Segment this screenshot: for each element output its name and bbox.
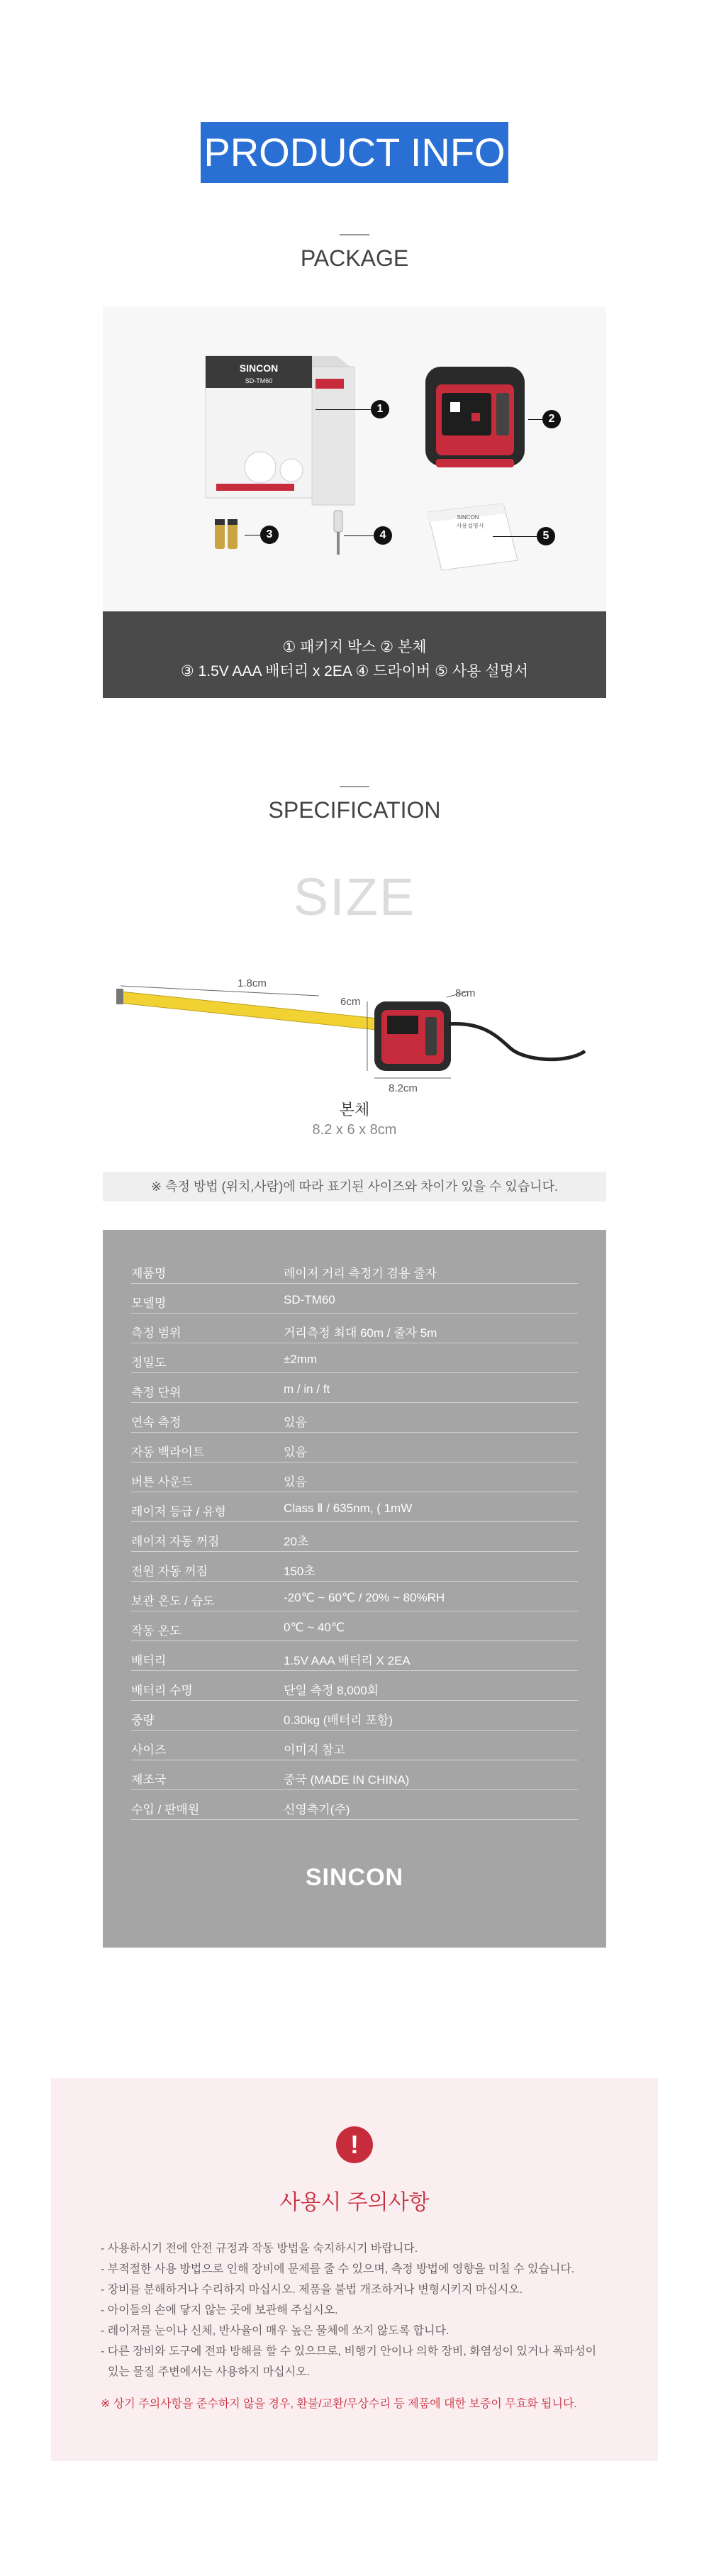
spec-key: 작동 온도: [131, 1624, 182, 1638]
spec-key: 제품명: [131, 1267, 167, 1280]
spec-value: 중국 (MADE IN CHINA): [284, 1773, 410, 1787]
warning-icon: !: [336, 2126, 373, 2163]
spec-key: 레이저 등급 / 유형: [131, 1505, 226, 1519]
screwdriver: [334, 511, 342, 555]
spec-row: [131, 1254, 578, 1284]
spec-row: [131, 1284, 578, 1314]
leader-line: [344, 535, 374, 536]
spec-value: 레이저 거리 측정기 겸용 줄자: [284, 1267, 437, 1280]
spec-value: 20초: [284, 1535, 309, 1548]
height-dimension: 6cm: [340, 996, 361, 1008]
spec-value: 단일 측정 8,000회: [284, 1684, 379, 1697]
spec-key: 버튼 사운드: [131, 1475, 193, 1489]
warranty-warning: ※ 상기 주의사항을 준수하지 않을 경우, 환불/교환/무상수리 등 제품에 대한 보증이 무효화 됩니다.: [101, 2398, 577, 2410]
spec-row: [131, 1462, 578, 1492]
marker-3: 3: [260, 526, 279, 544]
divider: [340, 786, 369, 787]
marker-2: 2: [542, 410, 561, 428]
tape-dimension: 1.8cm: [238, 977, 267, 989]
caution-title: 사용시 주의사항: [279, 2191, 430, 2214]
caution-item: - 다른 장비와 도구에 전파 방해를 할 수 있으므로, 비행기 안이나 의학 장비, 화염성이 있거나 폭파성이: [101, 2345, 597, 2358]
caption-line-2: ③ 1.5V AAA 배터리 x 2EA ④ 드라이버 ⑤ 사용 설명서: [180, 663, 529, 679]
package-illustration: [103, 306, 606, 611]
size-illustration: [113, 972, 610, 1099]
leader-line: [493, 536, 537, 537]
spec-row: [131, 1582, 578, 1611]
device-body: [425, 367, 525, 467]
leader-line: [528, 419, 542, 420]
spec-row: [131, 1403, 578, 1433]
spec-key: 측정 단위: [131, 1386, 182, 1399]
size-heading: SIZE: [293, 867, 416, 926]
device-side-view: [374, 1001, 451, 1071]
spec-value: 거리측정 최대 60m / 줄자 5m: [284, 1326, 437, 1340]
box-brand: SINCON: [239, 362, 279, 374]
spec-value: ±2mm: [284, 1353, 318, 1366]
spec-value: SD-TM60: [284, 1293, 335, 1306]
spec-key: 제조국: [131, 1773, 167, 1787]
body-label: 본체: [339, 1101, 370, 1118]
spec-key: 수입 / 판매원: [131, 1803, 200, 1816]
spec-key: 연속 측정: [131, 1416, 182, 1429]
caption-line-1: ① 패키지 박스 ② 본체: [282, 639, 427, 655]
caution-item: - 부적절한 사용 방법으로 인해 장비에 문제를 줄 수 있으며, 측정 방법에 영향을 미칠 수 있습니다.: [101, 2263, 575, 2275]
spec-value: 있음: [284, 1475, 307, 1489]
spec-row: [131, 1522, 578, 1552]
size-notice: ※ 측정 방법 (위치,사람)에 따라 표기된 사이즈와 차이가 있을 수 있습니다.: [103, 1172, 606, 1201]
measuring-tape: [116, 989, 391, 1031]
spec-row: [131, 1433, 578, 1462]
spec-row: [131, 1611, 578, 1641]
caution-item: 있는 물질 주변에서는 사용하지 마십시오.: [108, 2366, 310, 2378]
marker-4: 4: [374, 526, 392, 545]
marker-1: 1: [371, 400, 389, 418]
package-photo: [103, 306, 606, 611]
spec-key: 정밀도: [131, 1356, 167, 1370]
spec-value: 있음: [284, 1445, 307, 1459]
width-dimension: 8.2cm: [389, 1082, 418, 1094]
spec-row: [131, 1373, 578, 1403]
depth-dimension: 8cm: [455, 987, 476, 999]
spec-key: 레이저 자동 꺼짐: [131, 1535, 220, 1548]
spec-value: m / in / ft: [284, 1382, 330, 1396]
spec-row: [131, 1760, 578, 1790]
spec-key: 배터리: [131, 1654, 167, 1667]
caution-item: - 아이들의 손에 닿지 않는 곳에 보관해 주십시오.: [101, 2304, 338, 2316]
spec-value: 이미지 참고: [284, 1743, 345, 1757]
spec-row: [131, 1671, 578, 1701]
spec-value: 0℃ ~ 40℃: [284, 1621, 345, 1634]
spec-table: [103, 1230, 606, 1948]
spec-key: 중량: [131, 1714, 155, 1727]
caution-item: - 사용하시기 전에 안전 규정과 작동 방법을 숙지하시기 바랍니다.: [101, 2243, 418, 2255]
spec-key: 전원 자동 꺼짐: [131, 1565, 208, 1578]
marker-5: 5: [537, 527, 555, 545]
spec-row: [131, 1492, 578, 1522]
spec-value: Class Ⅱ / 635nm, ( 1mW: [284, 1501, 413, 1515]
caution-panel: [51, 2078, 658, 2461]
spec-key: 사이즈: [131, 1743, 167, 1757]
spec-key: 모델명: [131, 1297, 167, 1310]
spec-row: [131, 1314, 578, 1343]
spec-key: 측정 범위: [131, 1326, 182, 1340]
wrist-strap: [447, 1023, 585, 1059]
leader-line: [316, 409, 371, 410]
spec-key: 배터리 수명: [131, 1684, 193, 1697]
spec-value: 신영측기(주): [284, 1803, 350, 1816]
spec-row: [131, 1731, 578, 1760]
manual-title: 사용설명서: [456, 523, 484, 529]
spec-value: 150초: [284, 1565, 316, 1578]
package-caption: [103, 611, 606, 698]
spec-value: -20℃ ~ 60℃ / 20% ~ 80%RH: [284, 1591, 445, 1604]
batteries: [215, 519, 238, 549]
box-model: SD-TM60: [245, 377, 273, 384]
spec-row: [131, 1343, 578, 1373]
body-dimensions: 8.2 x 6 x 8cm: [312, 1122, 397, 1138]
spec-row: [131, 1790, 578, 1820]
spec-row: [131, 1552, 578, 1582]
divider: [340, 234, 369, 235]
spec-row: [131, 1701, 578, 1731]
spec-key: 보관 온도 / 습도: [131, 1594, 215, 1608]
spec-value: 있음: [284, 1416, 307, 1429]
brand-logo: SINCON: [305, 1864, 404, 1891]
caution-item: - 장비를 분해하거나 수리하지 마십시오. 제품을 불법 개조하거나 변형시키지 마십시오.: [101, 2284, 523, 2296]
package-title: PACKAGE: [300, 245, 409, 271]
specification-title: SPECIFICATION: [268, 797, 441, 823]
spec-row: [131, 1641, 578, 1671]
caution-list: [101, 2238, 625, 2382]
spec-key: 자동 백라이트: [131, 1445, 205, 1459]
caution-item: - 레이저를 눈이나 신체, 반사율이 매우 높은 물체에 쏘지 않도록 합니다.: [101, 2325, 450, 2337]
package-box: [206, 356, 354, 505]
product-info-badge: PRODUCT INFO: [201, 122, 508, 183]
manual-brand: SINCON: [457, 514, 479, 521]
spec-value: 1.5V AAA 배터리 X 2EA: [284, 1654, 411, 1667]
spec-value: 0.30kg (배터리 포함): [284, 1714, 393, 1727]
